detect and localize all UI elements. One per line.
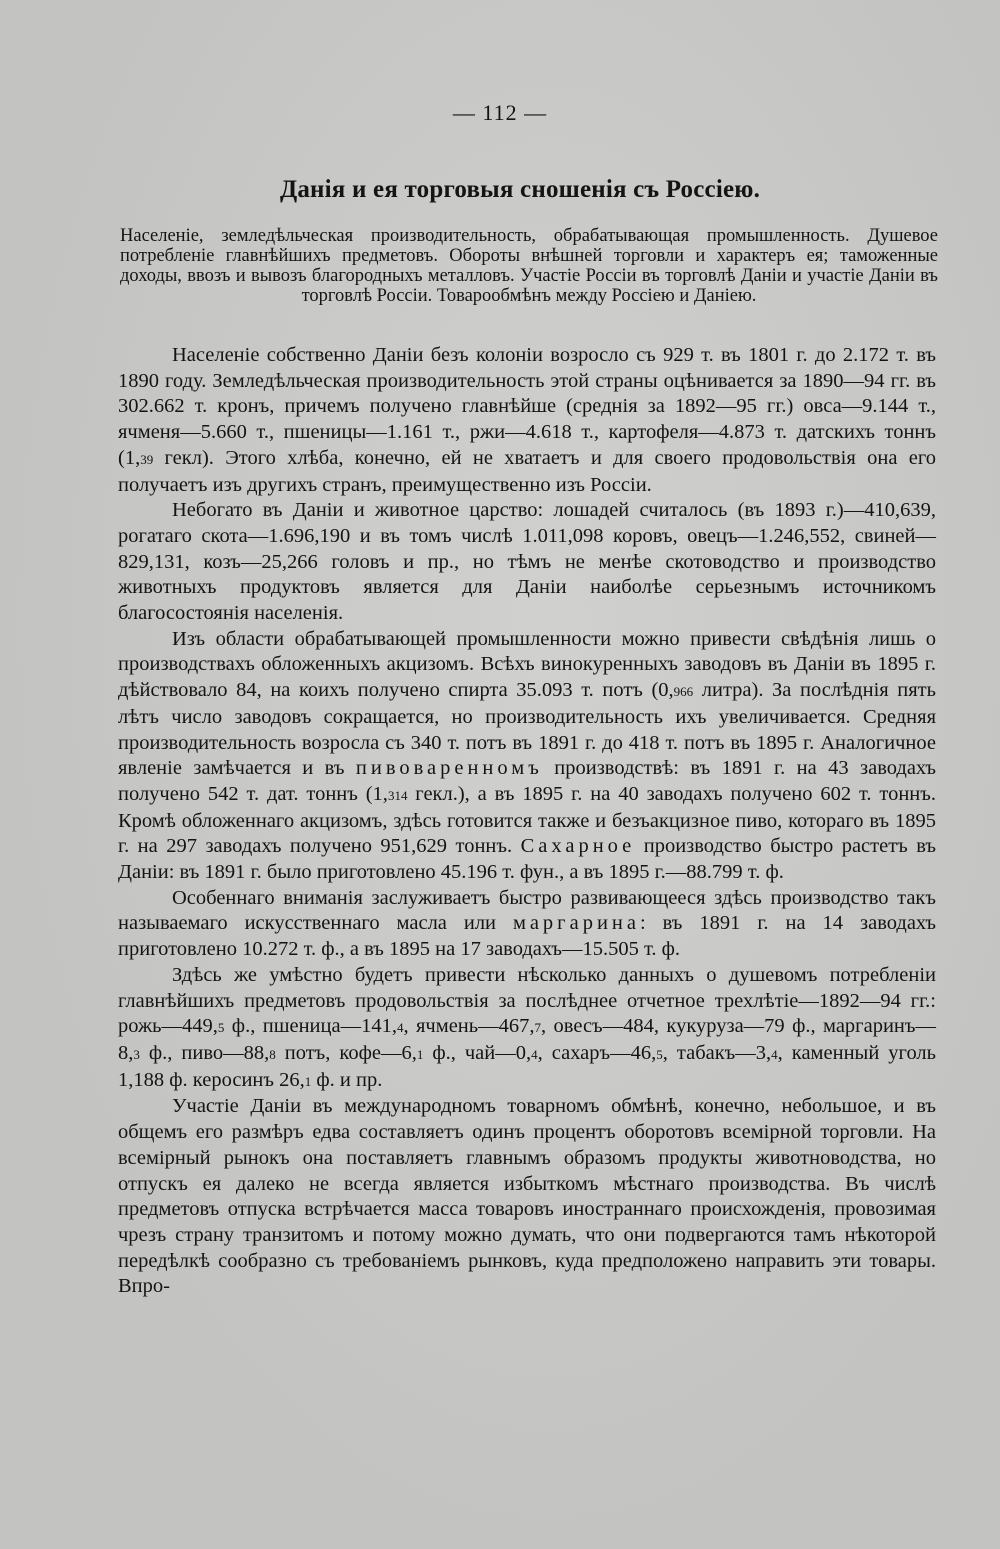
chapter-summary: Населеніе, земледѣльческая производительность, обрабатывающая промышленность. Душевое потребленіе главнѣйшихъ предметовъ. Обороты внѣшней торговли и характеръ ея; таможенные доходы, ввозъ и вывозъ благородныхъ металловъ. Участіе Россіи въ торговлѣ Даніи и участіе Даніи въ торговлѣ Россіи. Товарообмѣнъ между Россіею и Даніею. bbox=[120, 226, 938, 306]
paragraph-industry bbox=[118, 627, 936, 886]
text-run: ф., чай—0, bbox=[423, 1041, 532, 1064]
decimal-fraction: 8 bbox=[269, 1046, 276, 1062]
body-text bbox=[118, 343, 936, 1300]
text-run: производствѣ: въ 1891 г. на 43 заводахъ получено 542 т. дат. тоннъ (1, bbox=[118, 757, 937, 805]
decimal-fraction: 7 bbox=[534, 1020, 541, 1036]
text-run: гекл.), а въ 1895 г. на 40 заводахъ получено 602 т. тоннъ. Кромѣ обложеннаго акцизомъ, здѣсь готовится также и безъакцизное пиво, котораго въ 1895 г. на 297 заводахъ получено 951,629 тоннъ. bbox=[118, 782, 936, 858]
text-run: , сахаръ—46, bbox=[537, 1041, 657, 1064]
text-run: Здѣсь же умѣстно будетъ привести нѣсколько данныхъ о душевомъ потребленіи главнѣйшихъ предметовъ продовольствія за послѣднее отчетное трехлѣтіе—1892—94 гг.: рожь—449, bbox=[118, 963, 936, 1038]
text-run: ф. и пр. bbox=[311, 1068, 383, 1091]
decimal-fraction: 4 bbox=[531, 1046, 538, 1062]
text-run: производство быстро растетъ въ Даніи: въ 1891 г. было приготовлено 45.196 т. фун., а въ 1895 г.—88.799 т. ф. bbox=[118, 835, 936, 884]
paragraph-consumption bbox=[118, 963, 936, 1095]
text-run: : въ 1891 г. на 14 заводахъ приготовлено 10.272 т. ф., а въ 1895 на 17 заводахъ—15.505 т. ф. bbox=[118, 912, 936, 961]
decimal-fraction: 1 bbox=[304, 1073, 312, 1089]
text-run: литра). За послѣднія пять лѣтъ число заводовъ сокращается, но производительность ихъ увеличивается. Средняя производительность возросла съ 340 т. потъ въ 1891 г. до 418 т. потъ въ 1895 г. Аналогичное явленіе замѣчается и въ bbox=[118, 679, 936, 780]
paragraph-population bbox=[118, 343, 936, 498]
decimal-fraction: 4 bbox=[396, 1020, 404, 1036]
paragraph-livestock: Небогато въ Даніи и животное царство: лошадей считалось (въ 1893 г.)—410,639, рогатаго скота—1.696,190 и въ томъ числѣ 1.011,098 коровъ, овецъ—1.246,552, свиней—829,131, козъ—25,266 головъ и пр., но тѣмъ не менѣе скотоводство и производство животныхъ продуктовъ является для Даніи наиболѣе серьезнымъ источникомъ благосостоянія населенія. bbox=[118, 499, 936, 625]
spaced-emphasis: пивоваренномъ bbox=[355, 757, 543, 780]
text-run: ф., пшеница—141, bbox=[224, 1015, 397, 1038]
text-run: Населеніе собственно Даніи безъ колоніи возросло съ 929 т. въ 1801 г. до 2.172 т. въ 1890 году. Земледѣльческая производительность этой страны оцѣнивается за 1890—94 гг. въ 302.662 т. кронъ, причемъ получено главнѣйше (среднія за 1892—95 гг.) овса—9.144 т., ячменя—5.660 т., пшеницы—1.161 т., ржи—4.618 т., картофеля—4.873 т. датскихъ тоннъ (1, bbox=[118, 344, 936, 469]
text-run: , табакъ—3, bbox=[662, 1041, 772, 1064]
decimal-fraction: 5 bbox=[217, 1020, 225, 1036]
page-number: — 112 — bbox=[452, 100, 548, 125]
spaced-emphasis: Сахарное bbox=[520, 835, 636, 858]
text-run: , ячмень—467, bbox=[403, 1015, 535, 1038]
paragraph-margarine bbox=[118, 886, 936, 963]
decimal-fraction: 966 bbox=[673, 684, 694, 700]
decimal-fraction: 314 bbox=[387, 787, 408, 803]
text-run: Особеннаго вниманія заслуживаетъ быстро развивающееся здѣсь производство такъ называемаго искусственнаго масла или bbox=[118, 886, 936, 935]
text-run: Изъ области обрабатывающей промышленности можно привести свѣдѣнія лишь о производствахъ обложенныхъ акцизомъ. Всѣхъ винокуренныхъ заводовъ въ Даніи въ 1895 г. дѣйствовало 84, на коихъ получено спирта 35.093 т. потъ (0, bbox=[118, 627, 936, 702]
text-run: ф., пиво—88, bbox=[139, 1041, 270, 1064]
decimal-fraction: 4 bbox=[771, 1046, 778, 1062]
paragraph-trade: Участіе Даніи въ международномъ товарномъ обмѣнѣ, конечно, небольшое, и въ общемъ его размѣръ едва составляетъ одинъ процентъ оборотовъ всемірной торговли. На всемірный рынокъ она поставляетъ главнымъ образомъ продукты животноводства, но отпускъ ея далеко не всегда является избыткомъ мѣстнаго производства. Въ числѣ предметовъ отпуска встрѣчается масса товаровъ иностраннаго происхожденія, провозимая чрезъ страну транзитомъ и потому можно думать, что они подвергаются тамъ нѣкоторой передѣлкѣ сообразно съ требованіемъ рынковъ, куда предположено направить эти товары. Впро- bbox=[118, 1095, 936, 1298]
spaced-emphasis: маргарина bbox=[513, 912, 640, 935]
decimal-fraction: 1 bbox=[416, 1046, 424, 1062]
decimal-fraction: 5 bbox=[656, 1046, 663, 1062]
text-run: гекл). Этого хлѣба, конечно, ей не хватаетъ и для своего продовольствія она его получаетъ изъ другихъ странъ, преимущественно изъ Россіи. bbox=[118, 446, 936, 496]
text-run: , овесъ—484, кукуруза—79 ф., маргаринъ—8, bbox=[118, 1015, 936, 1064]
decimal-fraction: 39 bbox=[140, 451, 154, 467]
decimal-fraction: 3 bbox=[133, 1046, 140, 1062]
text-run: потъ, кофе—6, bbox=[275, 1041, 417, 1064]
chapter-title: Данія и ея торговыя сношенія съ Россіею. bbox=[279, 176, 761, 203]
text-run: , каменный уголь 1,188 ф. керосинъ 26, bbox=[118, 1041, 937, 1091]
